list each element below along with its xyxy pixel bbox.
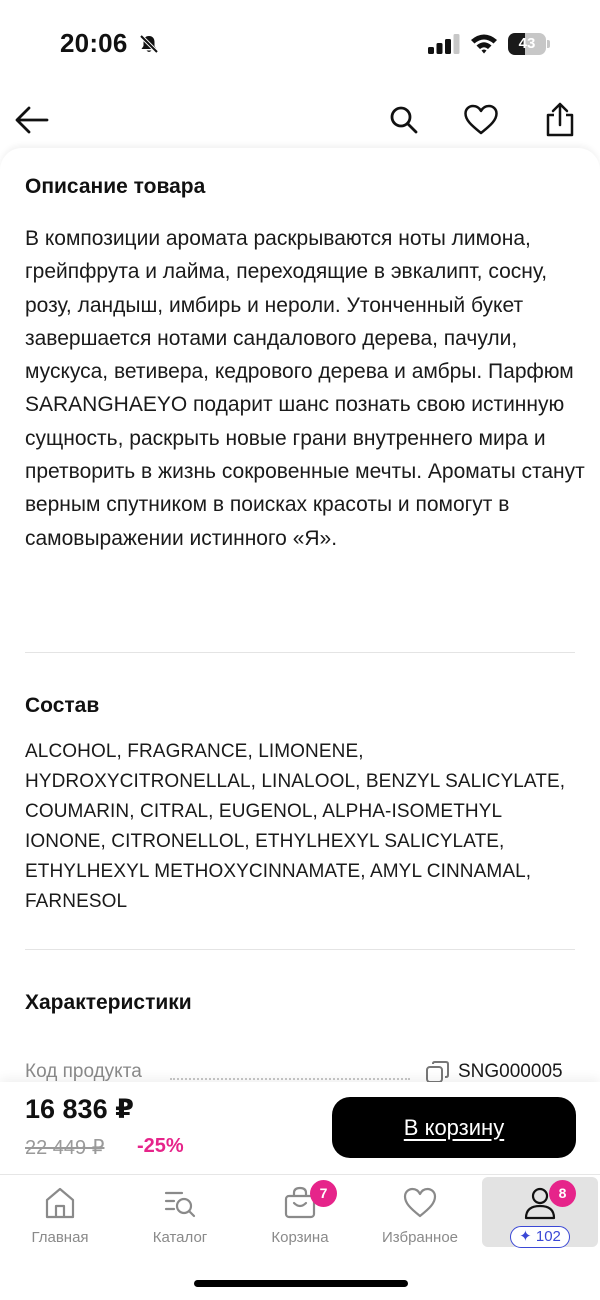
heart-icon: [402, 1185, 438, 1221]
tab-home[interactable]: [0, 1175, 120, 1247]
home-indicator: [194, 1280, 408, 1287]
cart-count-badge: 7: [310, 1180, 337, 1207]
discount-badge: -25%: [137, 1135, 184, 1157]
divider: [25, 949, 575, 950]
description-text: В композиции аромата раскрываются ноты лимона, грейпфрута и лайма, переходящие в эвкалипт, сосну, розу, ландыш, имбирь и нероли. Утонченный букет завершается нотами сандалового дерева, пачули, мускуса, ветивера, кедрового дерева и амбры. Парфюм SARANGHAEYO подарит шанс познать свою истинную сущность, раскрыть новые грани внутреннего мира и претворить в жизнь сокровенные мечты. Ароматы станут верным спутником в поисках красоты и помогут в самовыражении истинного «Я».: [25, 227, 585, 550]
tab-label: Корзина: [271, 1229, 329, 1246]
composition-text: ALCOHOL, FRAGRANCE, LIMONENE, HYDROXYCITRONELLAL, LINALOOL, BENZYL SALICYLATE, COUMARIN, CITRAL, EUGENOL, ALPHA-ISOMETHYL IONONE, CITRONELLOL, ETHYLHEXYL SALICYLATE, ETHYLHEXYL METHOXYCINNAMATE, AMYL CINNAMAL, FARNESOL: [25, 741, 566, 912]
catalog-search-icon: [162, 1185, 198, 1221]
battery-level: 43: [518, 35, 536, 52]
profile-notification-badge: 8: [549, 1180, 576, 1207]
bell-muted-icon: [138, 33, 160, 55]
divider: [25, 652, 575, 653]
loyalty-points-badge: ✦ 102: [510, 1226, 570, 1248]
top-nav-bar: [0, 90, 600, 150]
signal-icon: [428, 34, 460, 54]
purchase-bar: [0, 1082, 600, 1174]
search-button[interactable]: [380, 96, 428, 144]
tab-favorites[interactable]: [360, 1175, 480, 1247]
home-icon: [42, 1185, 78, 1221]
share-button[interactable]: [536, 96, 584, 144]
composition-title: Состав: [25, 694, 100, 717]
specs-title: Характеристики: [25, 991, 192, 1014]
dotted-leader: [170, 1078, 410, 1080]
heart-icon: [463, 104, 499, 136]
share-icon: [544, 102, 576, 138]
spec-value: SNG000005: [458, 1061, 563, 1082]
copy-icon[interactable]: [425, 1060, 451, 1083]
old-price: 22 449 ₽: [25, 1137, 105, 1159]
tab-label: Каталог: [152, 1229, 208, 1246]
tab-catalog[interactable]: [120, 1175, 240, 1247]
arrow-left-icon: [15, 106, 49, 134]
add-to-favorites-button[interactable]: [457, 96, 505, 144]
spec-label: Код продукта: [25, 1061, 142, 1082]
status-bar: [0, 0, 600, 90]
add-to-cart-button[interactable]: В корзину: [332, 1097, 576, 1158]
battery-icon: [508, 33, 550, 55]
spec-row-product-code: [25, 1058, 575, 1083]
wifi-icon: [470, 32, 498, 54]
search-icon: [389, 105, 419, 135]
tab-cart[interactable]: [240, 1175, 360, 1247]
back-button[interactable]: [8, 96, 56, 144]
current-price: 16 836 ₽: [25, 1094, 134, 1124]
description-title: Описание товара: [25, 175, 206, 198]
tab-label: Избранное: [381, 1229, 459, 1246]
product-details[interactable]: [0, 148, 600, 1083]
status-time: 20:06: [60, 28, 128, 58]
tab-label: Главная: [31, 1229, 89, 1246]
tab-profile[interactable]: [482, 1177, 598, 1247]
